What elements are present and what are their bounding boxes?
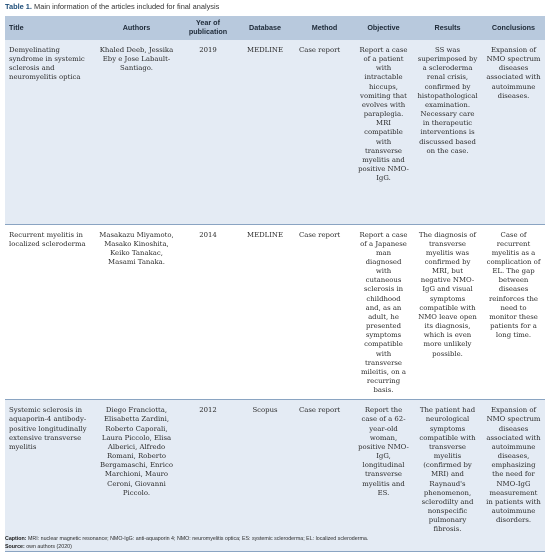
cell-objective: Report a case of a Japanese man diagnosed with cutaneous sclerosis in childhood and, as an adult, he presented symptoms compatible with transverse mileitis, on a recurring basis.	[354, 224, 413, 400]
table-title-text: Main information of the articles included for final analysis	[34, 2, 220, 11]
table-header-row	[5, 16, 545, 40]
table-row	[5, 40, 545, 224]
table-source	[5, 544, 72, 550]
cell-database: MEDLINE	[235, 224, 295, 400]
source-text: own authors (2020)	[26, 544, 72, 550]
cell-database: Scopus	[235, 400, 295, 552]
table-title	[5, 2, 219, 11]
cell-objective: Report the case of a 62-year-old woman, positive NMO-IgG, longitudinal transverse myelitis and ES.	[354, 400, 413, 552]
table-caption	[5, 536, 368, 542]
table-row	[5, 400, 545, 552]
cell-authors: Masakazu Miyamoto, Masako Kinoshita, Keiko Tanakac, Masami Tanaka.	[92, 224, 181, 400]
header-results: Results	[413, 16, 482, 40]
cell-results: SS was superimposed by a scleroderma renal crisis, confirmed by histopathological examination. Necessary care in therapeutic interventions is discussed based on the case.	[413, 40, 482, 224]
header-title: Title	[5, 16, 92, 40]
cell-conclusions: Expansion of NMO spectrum diseases associated with autoimmune diseases, emphasizing the need for NMO-IgG measurement in patients with autoimmune disorders.	[482, 400, 545, 552]
cell-method: Case report	[295, 40, 354, 224]
cell-year: 2019	[181, 40, 235, 224]
caption-text: MRI: nuclear magnetic resonance; NMO-IgG: anti-aquaporin 4; NMO: neuromyelitis optica; ES: systemic scleroderma; EL: localized scleroderma.	[27, 536, 369, 542]
cell-results: The patient had neurological symptoms compatible with transverse myelitis (confirmed by MRI) and Raynaud's phenomenon, sclerodilty and nonspecific pulmonary fibrosis.	[413, 400, 482, 552]
cell-method: Case report	[295, 224, 354, 400]
header-conclusions: Conclusions	[482, 16, 545, 40]
cell-authors: Diego Franciotta, Elisabetta Zardini, Roberto Caporali, Laura Piccolo, Elisa Alberici, Alfredo Romani, Roberto Bergamaschi, Enrico Marchioni, Mauro Ceroni, Giovanni Piccolo.	[92, 400, 181, 552]
cell-year: 2012	[181, 400, 235, 552]
cell-title: Systemic sclerosis in aquaporin-4 antibody-positive longitudinally extensive transverse myelitis	[5, 400, 92, 552]
header-year: Year of publication	[181, 16, 235, 40]
cell-title: Demyelinating syndrome in systemic sclerosis and neuromyelitis optica	[5, 40, 92, 224]
cell-title: Recurrent myelitis in localized scleroderma	[5, 224, 92, 400]
cell-method: Case report	[295, 400, 354, 552]
cell-objective: Report a case of a patient with intractable hiccups, vomiting that evolves with paraplegia. MRI compatible with transverse myelitis and positive NMO-IgG.	[354, 40, 413, 224]
header-method: Method	[295, 16, 354, 40]
cell-conclusions: Expansion of NMO spectrum diseases associated with autoimmune diseases.	[482, 40, 545, 224]
articles-table	[5, 16, 545, 552]
cell-conclusions: Case of recurrent myelitis as a complication of EL. The gap between diseases reinforces the need to monitor these patients for a long time.	[482, 224, 545, 400]
cell-database: MEDLINE	[235, 40, 295, 224]
cell-results: The diagnosis of transverse myelitis was confirmed by MRI, but negative NMO-IgG and visual symptoms compatible with NMO leave open its diagnosis, which is even more unlikely possible.	[413, 224, 482, 400]
source-label: Source:	[5, 544, 25, 550]
table-row	[5, 224, 545, 400]
header-database: Database	[235, 16, 295, 40]
header-objective: Objective	[354, 16, 413, 40]
caption-label: Caption:	[5, 536, 27, 542]
cell-authors: Khaled Deeb, Jessika Eby e Jose Labault-Santiago.	[92, 40, 181, 224]
cell-year: 2014	[181, 224, 235, 400]
header-authors: Authors	[92, 16, 181, 40]
table-label: Table 1.	[5, 2, 32, 11]
